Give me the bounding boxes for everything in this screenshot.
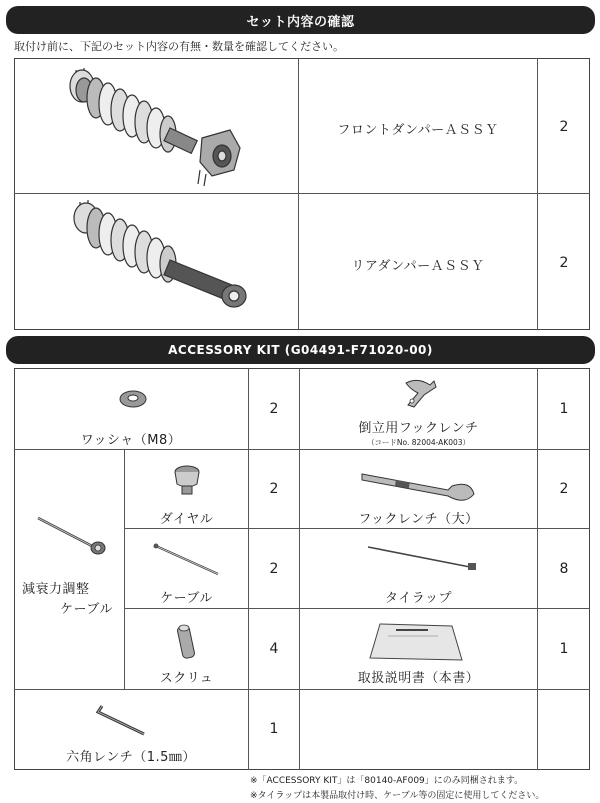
screw-icon [174, 622, 200, 662]
screw-qty: 4 [269, 641, 279, 657]
tie-wrap-label: タイラップ [385, 591, 452, 606]
dial-qty: 2 [269, 481, 279, 497]
hex-wrench-qty: 1 [269, 721, 279, 737]
set-contents-header [6, 6, 595, 34]
hook-wrench-large-qty: 2 [559, 481, 569, 497]
hook-wrench-stand-label: 倒立用フックレンチ [358, 421, 479, 436]
washer-icon [118, 388, 148, 410]
dial-label: ダイヤル [159, 512, 214, 527]
cable-icon [150, 542, 224, 578]
adjust-cable-assembly-icon [34, 514, 110, 556]
hook-wrench-large-icon [360, 468, 480, 506]
screw-label: スクリュ [159, 671, 214, 686]
dial-icon [171, 464, 203, 496]
cable-group-label-line1: 減衰力調整 [22, 582, 90, 597]
hex-wrench-label: 六角レンチ（1.5㎜） [66, 750, 196, 765]
hook-wrench-stand-code: （コードNo. 82004-AK003） [366, 438, 471, 447]
tie-wrap-icon [366, 543, 480, 573]
intro-text: 取付け前に、下記のセット内容の有無・数量を確認してください。 [14, 40, 344, 53]
accessory-kit-title: ACCESSORY KIT (G04491-F71020-00) [168, 343, 433, 357]
tie-wrap-qty: 8 [559, 561, 569, 577]
hook-wrench-stand-qty: 1 [559, 401, 569, 417]
footnote-tie-wrap: ※タイラップは本製品取付け時、ケーブル等の固定に使用してください。 [250, 791, 545, 801]
manual-qty: 1 [559, 641, 569, 657]
manual-label: 取扱説明書（本書） [357, 671, 480, 686]
front-damper-illustration [62, 66, 252, 188]
front-damper-label: フロントダンパーＡＳＳＹ [337, 123, 499, 138]
accessory-kit-header [6, 336, 595, 364]
rear-damper-qty: 2 [559, 255, 569, 271]
rear-damper-label: リアダンパーＡＳＳＹ [351, 259, 485, 274]
manual-icon [368, 620, 464, 662]
hook-wrench-stand-icon [400, 377, 440, 411]
cable-qty: 2 [269, 561, 279, 577]
hook-wrench-large-label: フックレンチ（大） [358, 512, 479, 527]
washer-label: ワッシャ（M8） [80, 433, 182, 448]
washer-qty: 2 [269, 401, 279, 417]
rear-damper-illustration [66, 200, 256, 320]
hex-wrench-icon [96, 702, 156, 738]
front-damper-qty: 2 [559, 119, 569, 135]
footnote-accessory-kit: ※「ACCESSORY KIT」は「80140-AF009」にのみ同梱されます。 [250, 776, 524, 786]
set-contents-title: セット内容の確認 [246, 14, 355, 30]
cable-label: ケーブル [160, 591, 213, 606]
cable-group-label-line2: ケーブル [60, 602, 113, 617]
